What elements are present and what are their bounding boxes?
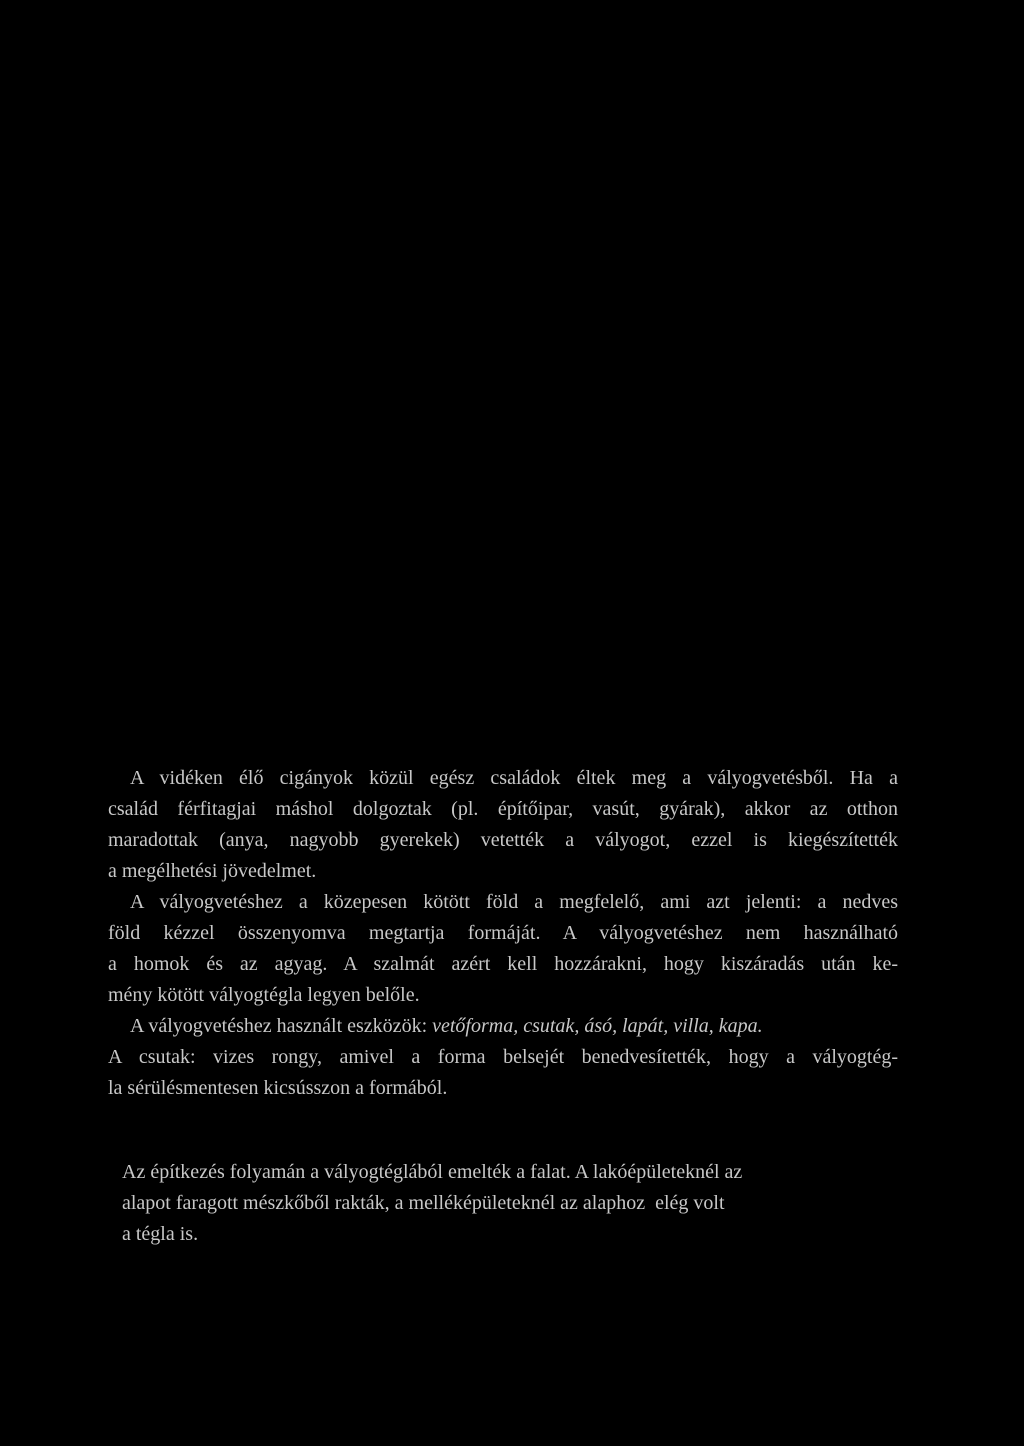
paragraph-4-line-2: la sérülésmentesen kicsússzon a formából.	[108, 1077, 448, 1099]
paragraph-2-line-1: A vályogvetéshez a közepesen kötött föld a megfelelő, ami azt jelenti: a nedves	[130, 891, 898, 913]
text-section-two	[122, 1157, 872, 1250]
paragraph-2-line-4: mény kötött vályogtégla legyen belőle.	[108, 984, 420, 1006]
tools-prefix: A vályogvetéshez használt eszközök:	[130, 1015, 433, 1037]
section-two-line-2: alapot faragott mészkőből rakták, a melléképületeknél az alaphoz elég volt	[122, 1192, 725, 1214]
paragraph-2	[108, 887, 898, 1011]
paragraph-4	[108, 1042, 898, 1104]
text-section-one	[108, 763, 898, 1104]
section-two-line-3: a tégla is.	[122, 1223, 199, 1245]
paragraph-1-line-3: maradottak (anya, nagyobb gyerekek) vetették a vályogot, ezzel is kiegészítették	[108, 829, 898, 851]
tools-list: vetőforma, csutak, ásó, lapát, villa, kapa.	[432, 1015, 763, 1037]
paragraph-2-line-3: a homok és az agyag. A szalmát azért kell hozzárakni, hogy kiszáradás után ke-	[108, 953, 898, 975]
paragraph-1-line-4: a megélhetési jövedelmet.	[108, 860, 317, 882]
paragraph-1	[108, 763, 898, 887]
paragraph-3	[108, 1011, 898, 1042]
paragraph-1-line-1: A vidéken élő cigányok közül egész családok éltek meg a vályogvetésből. Ha a	[130, 767, 898, 789]
paragraph-4-line-1: A csutak: vizes rongy, amivel a forma belsejét benedvesítették, hogy a vályogtég-	[108, 1046, 898, 1068]
tools-line	[108, 1011, 898, 1042]
paragraph-1-line-2: család férfitagjai máshol dolgoztak (pl. építőipar, vasút, gyárak), akkor az otthon	[108, 798, 898, 820]
section-two-line-1: Az építkezés folyamán a vályogtéglából emelték a falat. A lakóépületeknél az	[122, 1161, 743, 1183]
paragraph-2-line-2: föld kézzel összenyomva megtartja formáját. A vályogvetéshez nem használható	[108, 922, 898, 944]
